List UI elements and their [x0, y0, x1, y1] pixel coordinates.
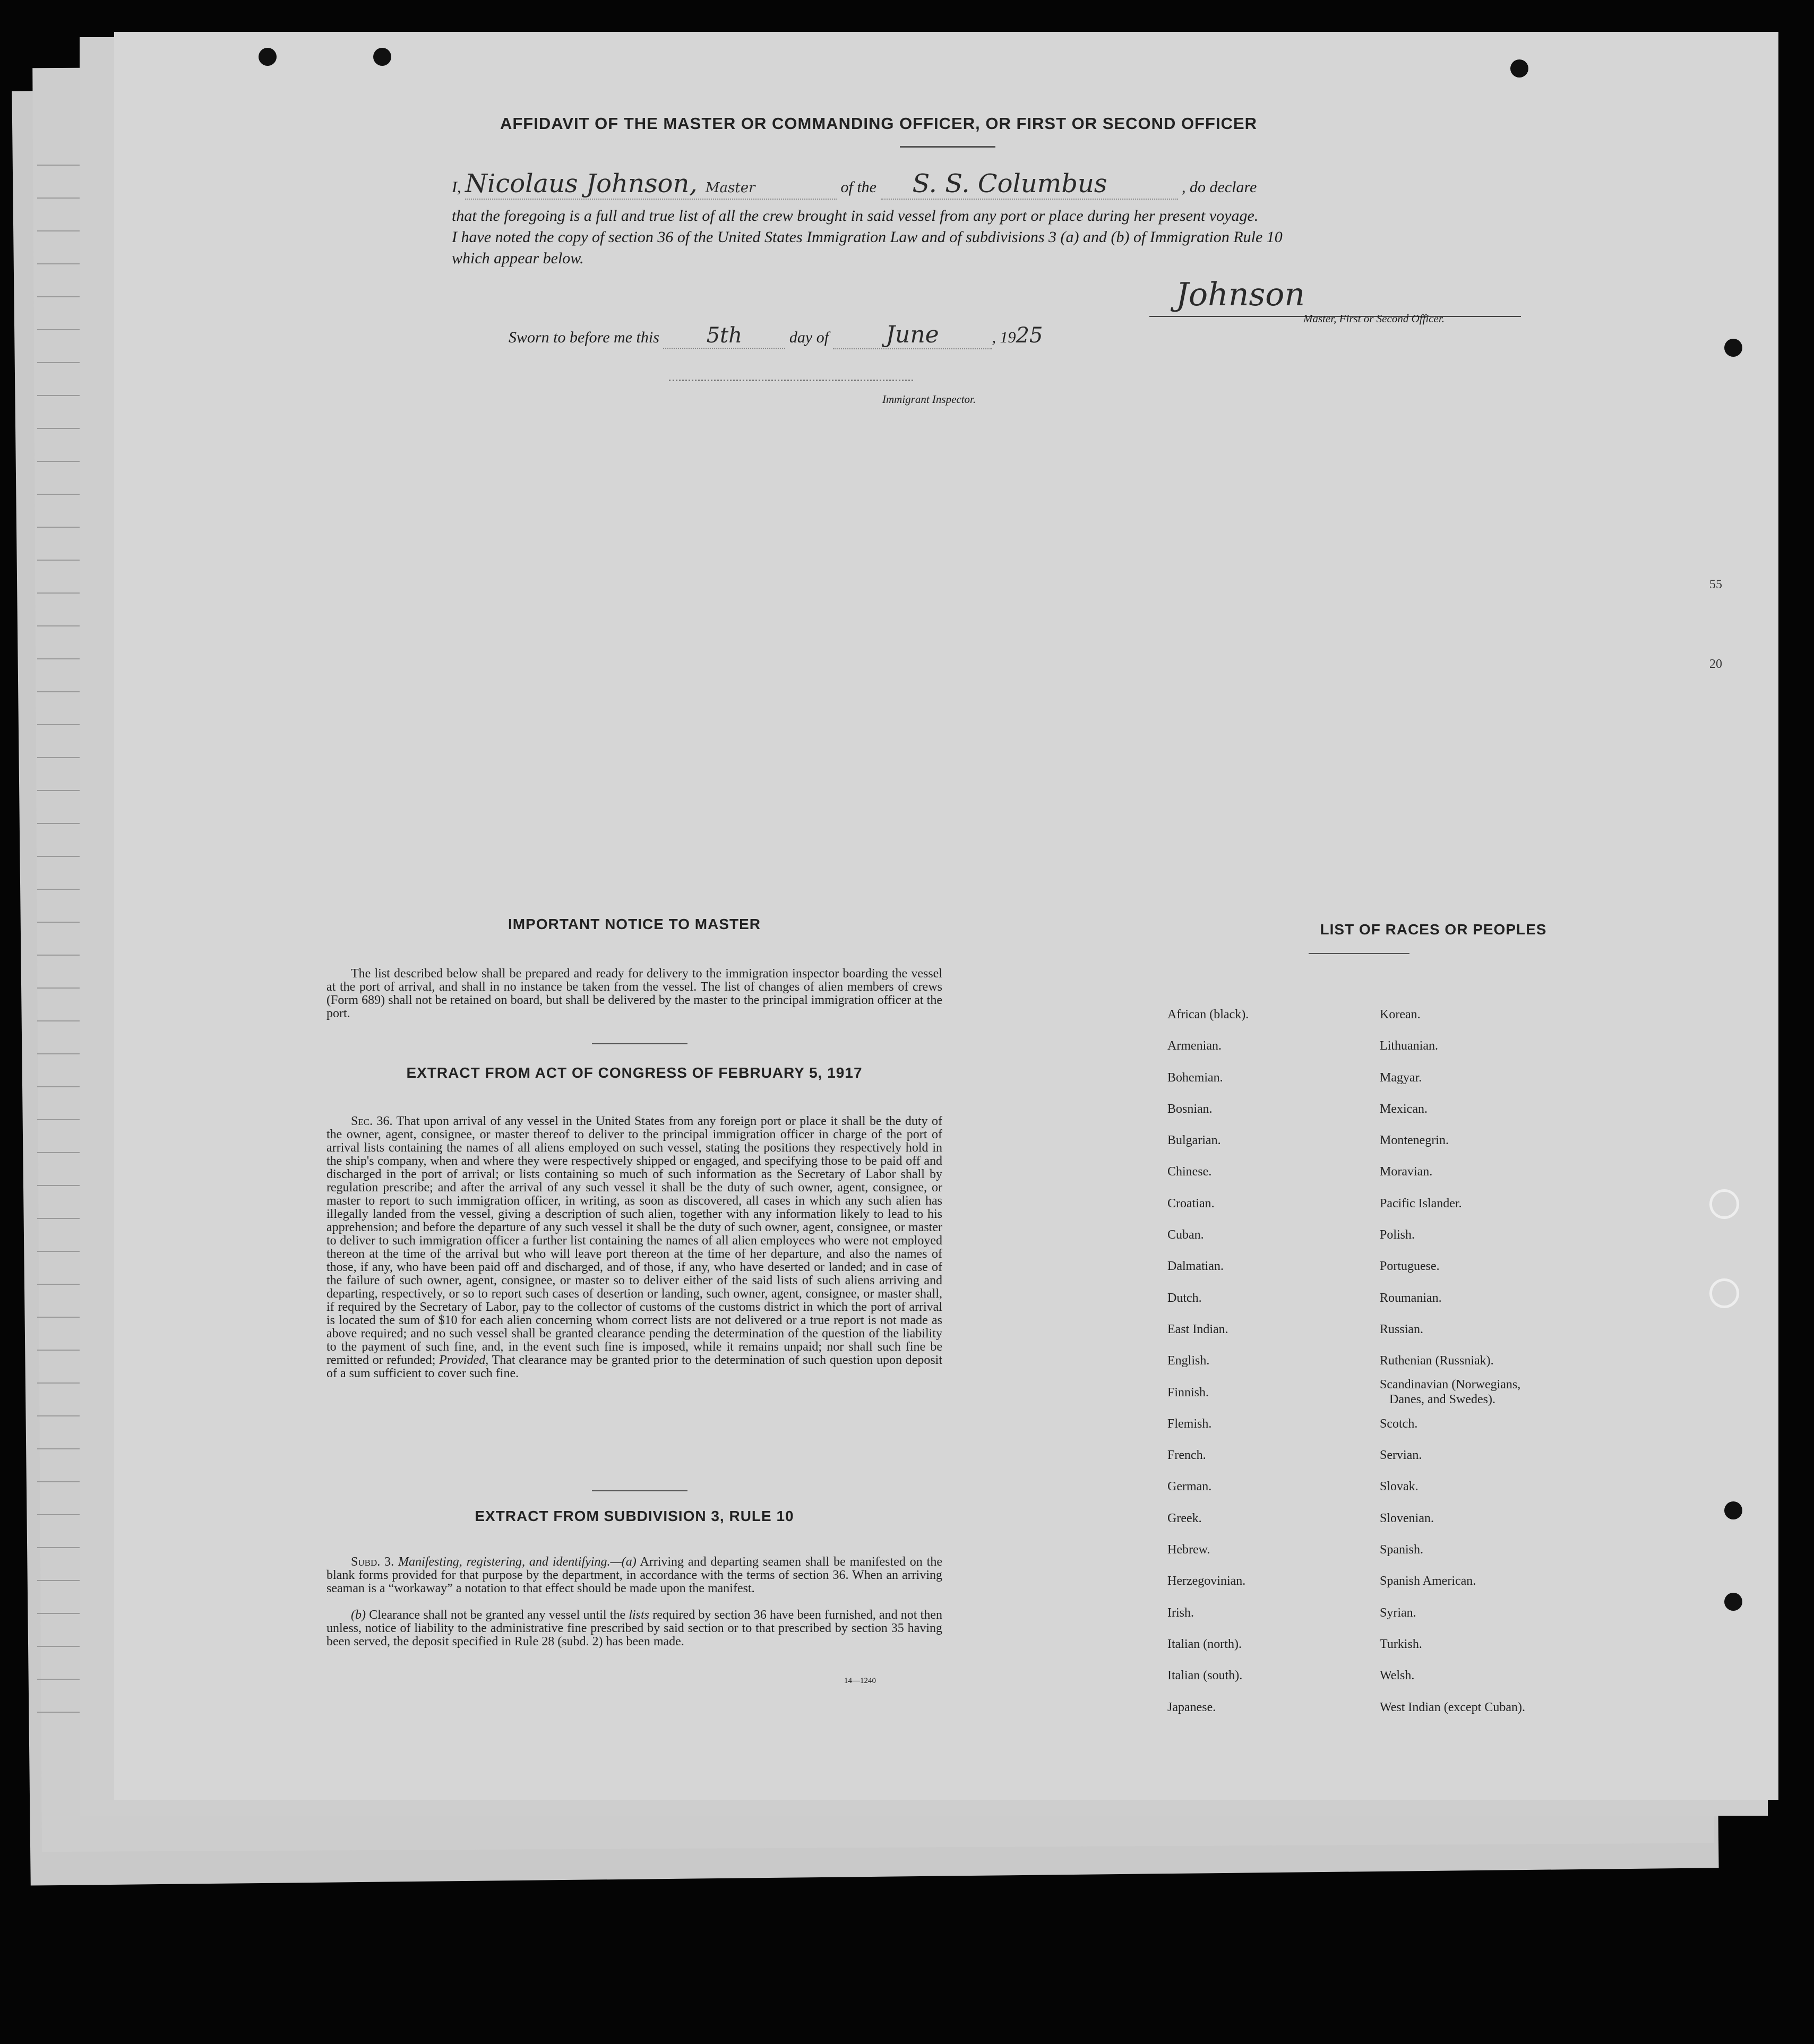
rule-extract-text-b	[326, 1609, 942, 1648]
race-item: Portuguese.	[1380, 1259, 1440, 1274]
race-item: Italian (north).	[1167, 1637, 1242, 1651]
subd-label: Subd. 3.	[351, 1555, 394, 1569]
sworn-month-handwritten: June	[833, 321, 992, 349]
race-item: Finnish.	[1167, 1385, 1209, 1399]
race-item: Russian.	[1380, 1322, 1424, 1336]
race-item: Lithuanian.	[1380, 1039, 1438, 1053]
day-of-label: day of	[789, 329, 829, 346]
punch-hole	[373, 48, 391, 66]
races-title-rule	[1309, 953, 1409, 954]
race-item: Polish.	[1380, 1228, 1415, 1242]
race-item: Servian.	[1380, 1448, 1422, 1463]
master-signature: Johnson	[1176, 276, 1305, 313]
master-name: Nicolaus Johnson,	[465, 169, 698, 199]
race-item: Moravian.	[1380, 1165, 1433, 1179]
notice-text: The list described below shall be prepared and ready for delivery to the immigration inspector boarding the vessel at the port of arrival, and shall in no instance be taken from the vessel. The list of changes of alien members of crews (Form 689) shall not be retained on board, but shall be delivered by the master to the principal immigration officer at the port.	[326, 967, 942, 1020]
race-item: Irish.	[1167, 1605, 1194, 1620]
rule-text-b1: Clearance shall not be granted any vessel until the	[369, 1608, 626, 1622]
punch-hole	[1510, 59, 1528, 78]
race-item: English.	[1167, 1354, 1210, 1368]
inspector-caption: Immigrant Inspector.	[882, 393, 976, 406]
master-name-handwritten	[465, 169, 837, 200]
rule-text-a: Arriving and departing seamen shall be manifested on the blank forms provided for that purpose by the department, in accordance with the terms of section 36. When an arriving seaman is a “workaway” a notation to that effect should be made upon the manifest.	[326, 1555, 943, 1595]
b-label: (b)	[351, 1608, 366, 1622]
race-item: Herzegovinian.	[1167, 1574, 1246, 1588]
race-item: Dalmatian.	[1167, 1259, 1224, 1274]
vessel-name-handwritten: S. S. Columbus	[881, 169, 1178, 200]
lists-word: lists	[629, 1608, 650, 1622]
punch-hole-ring	[1709, 1278, 1739, 1308]
affidavit-declaration-line	[452, 169, 1583, 200]
master-rank: Master	[705, 180, 755, 196]
race-item: Hebrew.	[1167, 1543, 1210, 1557]
sworn-day-handwritten: 5th	[663, 323, 785, 349]
rule-extract-title: EXTRACT FROM SUBDIVISION 3, RULE 10	[475, 1508, 794, 1524]
affidavit-title: AFFIDAVIT OF THE MASTER OR COMMANDING OFFICER, OR FIRST OR SECOND OFFICER	[500, 114, 1258, 133]
race-item: Croatian.	[1167, 1196, 1215, 1210]
race-item: Cuban.	[1167, 1228, 1204, 1242]
race-item: Japanese.	[1167, 1700, 1216, 1714]
race-item: Roumanian.	[1380, 1291, 1442, 1305]
provided-word: Provided,	[439, 1353, 489, 1367]
margin-page-number: 55	[1709, 578, 1722, 591]
rule-extract-text-a	[326, 1556, 942, 1595]
race-item: Korean.	[1380, 1008, 1421, 1021]
year-suffix-handwritten: 25	[1016, 323, 1043, 348]
punch-hole	[1724, 1501, 1742, 1519]
race-item: Slovenian.	[1380, 1511, 1434, 1525]
section-rule	[592, 1490, 687, 1491]
section-rule	[592, 1043, 687, 1044]
races-column-2	[1380, 999, 1525, 1723]
act-extract-title: EXTRACT FROM ACT OF CONGRESS OF FEBRUARY 5, 1917	[406, 1064, 863, 1081]
race-item: Bosnian.	[1167, 1102, 1213, 1116]
race-item: Flemish.	[1167, 1416, 1212, 1431]
a-label: —(a)	[610, 1555, 637, 1569]
race-item: Bohemian.	[1167, 1070, 1223, 1085]
sworn-line	[509, 321, 1043, 349]
section-label: Sec. 36.	[351, 1114, 393, 1128]
race-item: Dutch.	[1167, 1291, 1202, 1305]
race-item: Bulgarian.	[1167, 1133, 1221, 1148]
notice-title: IMPORTANT NOTICE TO MASTER	[508, 916, 761, 932]
race-item: Greek.	[1167, 1511, 1202, 1525]
race-item: Ruthenian (Russniak).	[1380, 1354, 1494, 1368]
act-text-a: That upon arrival of any vessel in the United States from any foreign port or place it shall be the duty of the owner, agent, consignee, or master thereof to deliver to the principal immigration officer in charge of the port of arrival lists containing the names of all aliens employed on such vessel, stating the positions they respectively hold in the ship's company, when and where they were respectively shipped or engaged, and specifying those to be paid off and discharged in the port of arrival; or lists containing so much of such information as the Secretary of Labor shall by regulation prescribe; and after the arrival of any such vessel it shall be the duty of such owner, agent, consignee, or master to report to such immigration officer, in writing, as soon as discovered, all cases in which any such alien has illegally landed from the vessel, giving a description of such alien, together with any information likely to lead to his apprehension; and before the departure of any such vessel it shall be the duty of such owner, agent, consignee, or master to deliver to such immigration officer a further list containing the names of all alien employees who were not employed thereon at the time of the arrival but who will leave port thereon at the time of her departure, and also the names of those, if any, who have been paid off and discharged, and of those, if any, who have deserted or landed; and in case of the failure of such owner, agent, consignee, or master so to deliver either of the said lists of such aliens arriving and departing, respectively, or so to report such cases of desertion or landing, such owner, agent, consignee, or master shall, if required by the Secretary of Labor, pay to the collector of customs of the customs district in which the port of arrival is located the sum of $10 for each alien concerning whom correct lists are not delivered or a true report is not made as above required; and no such vessel shall be granted clearance pending the determination of the question of the liability to the payment of such fine, and, in the event such fine is imposed, while it remains unpaid; nor shall such fine be remitted or refunded;	[326, 1114, 942, 1367]
race-item: Scotch.	[1380, 1416, 1418, 1431]
races-title: LIST OF RACES OR PEOPLES	[1320, 921, 1547, 938]
declaration-i: I,	[452, 178, 461, 196]
race-item: Pacific Islander.	[1380, 1196, 1462, 1210]
declaration-line-3: I have noted the copy of section 36 of the United States Immigration Law and of subdivisions 3 (a) and (b) of Immigration Rule 10	[452, 228, 1283, 246]
race-item: Montenegrin.	[1380, 1133, 1449, 1148]
inspector-signature-line	[669, 380, 913, 381]
sworn-prefix: Sworn to before me this	[509, 329, 659, 346]
rule-text-b2: required by section 36 have been furnished, and not then unless, notice of liability to the administrative fine prescribed by said section or to that prescribed by section 35 having been served, the deposit specified in Rule 28 (subd. 2) has been made.	[326, 1608, 943, 1648]
race-item: Syrian.	[1380, 1605, 1416, 1620]
race-item: Chinese.	[1167, 1165, 1212, 1179]
race-item: East Indian.	[1167, 1322, 1228, 1336]
race-item: Spanish.	[1380, 1543, 1424, 1557]
declaration-line-4: which appear below.	[452, 250, 584, 267]
race-item: Turkish.	[1380, 1637, 1422, 1651]
of-the-label: of the	[840, 178, 876, 196]
races-column-1	[1167, 999, 1249, 1723]
act-text-b: That clearance may be granted prior to the determination of such question upon deposit of a sum sufficient to cover such fine.	[326, 1353, 943, 1380]
punch-hole	[1724, 1593, 1742, 1611]
punch-hole	[259, 48, 277, 66]
signature-caption: Master, First or Second Officer.	[1303, 312, 1445, 325]
race-item: Slovak.	[1380, 1480, 1418, 1494]
subd-heading: Manifesting, registering, and identifying.	[398, 1555, 611, 1569]
race-item: French.	[1167, 1448, 1206, 1463]
punch-hole-ring	[1709, 1189, 1739, 1219]
race-item: Armenian.	[1167, 1039, 1222, 1053]
form-number: 14—1240	[844, 1677, 876, 1685]
race-item: Spanish American.	[1380, 1574, 1476, 1588]
margin-page-number: 20	[1709, 657, 1722, 671]
race-item: German.	[1167, 1480, 1212, 1494]
title-rule	[900, 146, 995, 148]
punch-hole	[1724, 339, 1742, 357]
race-item: Italian (south).	[1167, 1669, 1243, 1683]
race-item: Magyar.	[1380, 1070, 1422, 1085]
race-item: African (black).	[1167, 1008, 1249, 1021]
declaration-line-2: that the foregoing is a full and true list of all the crew brought in said vessel from any port or place during her present voyage.	[452, 207, 1259, 225]
race-item: Welsh.	[1380, 1669, 1415, 1683]
year-prefix: , 19	[992, 329, 1016, 346]
race-item: Mexican.	[1380, 1102, 1428, 1116]
act-extract-text	[326, 1115, 942, 1380]
do-declare-label: , do declare	[1182, 178, 1257, 196]
race-item: West Indian (except Cuban).	[1380, 1700, 1525, 1714]
race-item: Scandinavian (Norwegians, Danes, and Swedes).	[1380, 1377, 1521, 1406]
manifest-page	[114, 32, 1778, 1800]
